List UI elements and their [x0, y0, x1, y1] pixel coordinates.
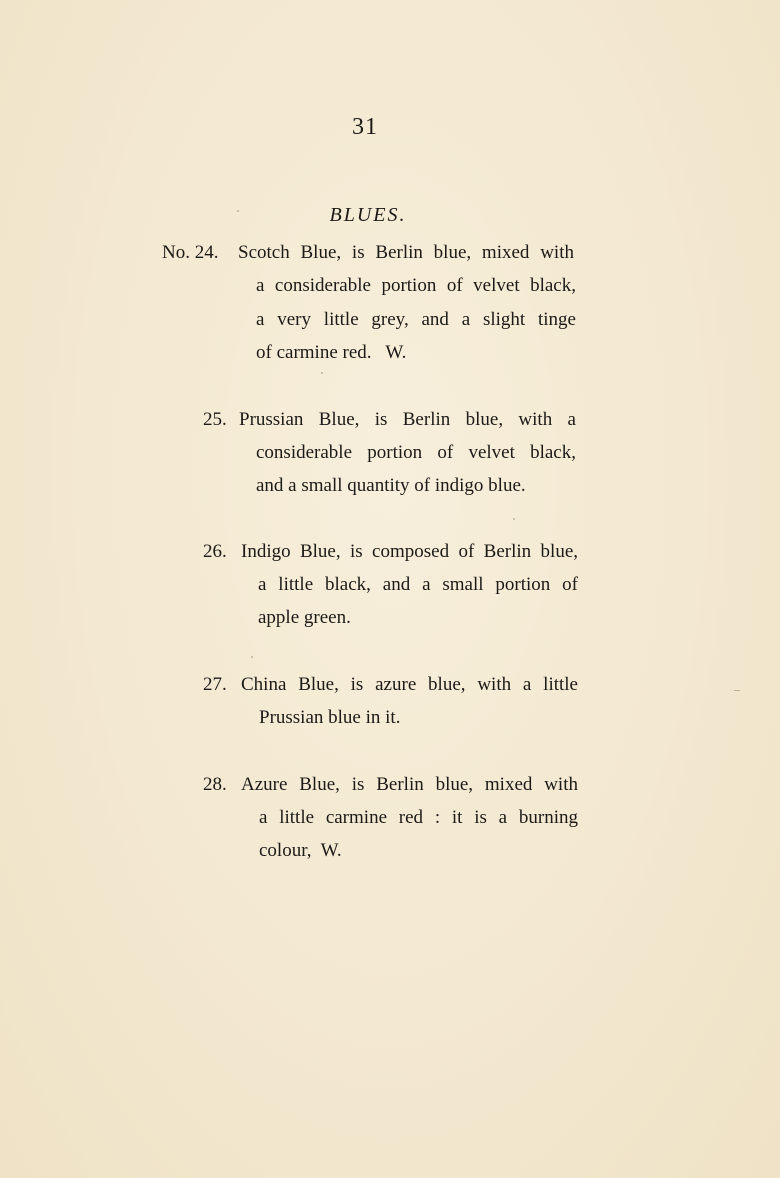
- entry-text-line: of carmine red. W.: [256, 342, 407, 363]
- entry-text-line: Azure Blue, is Berlin blue, mixed with: [241, 774, 578, 795]
- entry-text-line: and a small quantity of indigo blue.: [256, 475, 526, 496]
- section-heading: BLUES.: [329, 204, 407, 226]
- paper-speck: [734, 690, 740, 691]
- entry-text-line: considerable portion of velvet black,: [256, 442, 576, 463]
- entry-text-line: China Blue, is azure blue, with a little: [241, 674, 578, 695]
- paper-speck: [321, 372, 323, 374]
- entry-text-line: a considerable portion of velvet black,: [256, 275, 576, 296]
- entry-text-line: Scotch Blue, is Berlin blue, mixed with: [238, 242, 574, 263]
- page-number: 31: [352, 114, 378, 140]
- entry-number: No. 24.: [162, 242, 219, 263]
- entry-text-line: apple green.: [258, 607, 351, 628]
- paper-speck: [251, 656, 253, 658]
- paper-speck: [237, 210, 239, 212]
- entry-text-line: a little carmine red : it is a burning: [259, 807, 578, 828]
- entry-text-line: a very little grey, and a slight tinge: [256, 309, 576, 330]
- entry-text-line: a little black, and a small portion of: [258, 574, 578, 595]
- entry-text-line: Indigo Blue, is composed of Berlin blue,: [241, 541, 578, 562]
- entry-number: 25.: [203, 409, 227, 430]
- entry-number: 26.: [203, 541, 227, 562]
- entry-number: 27.: [203, 674, 227, 695]
- paper-speck: [513, 518, 515, 520]
- entry-text-line: Prussian Blue, is Berlin blue, with a: [239, 409, 576, 430]
- entry-number: 28.: [203, 774, 227, 795]
- entry-text-line: colour, W.: [259, 840, 342, 861]
- entry-text-line: Prussian blue in it.: [259, 707, 401, 728]
